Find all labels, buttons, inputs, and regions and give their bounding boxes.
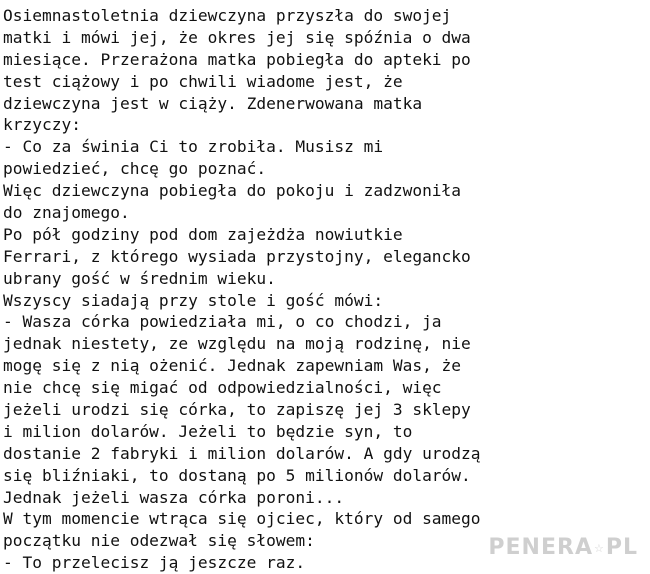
text-line-17: mogę się z nią ożenić. Jednak zapewniam Was, że — [3, 356, 462, 376]
text-line-26: - To przelecisz ją jeszcze raz. — [3, 553, 306, 573]
text-line-5: dziewczyna jest w ciąży. Zdenerwowana matka — [3, 93, 423, 113]
text-line-1: Osiemnastoletnia dziewczyna przyszła do swojej — [3, 6, 452, 25]
text-line-10: do znajomego. — [3, 203, 130, 223]
text-line-4: test ciążowy i po chwili wiadome jest, że — [3, 71, 403, 91]
text-line-9: Więc dziewczyna pobiegła do pokoju i zadzwoniła — [3, 181, 462, 201]
text-line-12: Ferrari, z którego wysiada przystojny, elegancko — [3, 246, 471, 266]
text-line-7: - Co za świnia Ci to zrobiła. Musisz mi — [3, 137, 384, 157]
text-line-11: Po pół godziny pod dom zajeżdża nowiutkie — [3, 224, 403, 244]
text-line-22: się bliźniaki, to dostaną po 5 milionów dolarów. — [3, 465, 471, 485]
joke-text — [3, 5, 647, 574]
text-line-24: W tym momencie wtrąca się ojciec, który od samego — [3, 509, 481, 529]
star-icon: ☆ — [593, 542, 605, 555]
text-line-23: Jednak jeżeli wasza córka poroni... — [3, 487, 345, 507]
text-line-20: i milion dolarów. Jeżeli to będzie syn, to — [3, 421, 413, 441]
text-line-15: - Wasza córka powiedziała mi, o co chodzi, ja — [3, 312, 442, 332]
text-line-25: początku nie odezwał się słowem: — [3, 531, 315, 551]
text-line-6: krzyczy: — [3, 115, 81, 135]
text-line-21: dostanie 2 fabryki i milion dolarów. A gdy urodzą — [3, 443, 481, 463]
text-line-3: miesiące. Przerażona matka pobiegła do apteki po — [3, 49, 471, 69]
text-line-16: jednak niestety, ze względu na moją rodzinę, nie — [3, 334, 471, 354]
text-line-19: jeżeli urodzi się córka, to zapiszę jej 3 sklepy — [3, 400, 471, 420]
text-line-8: powiedzieć, chcę go poznać. — [3, 159, 267, 179]
site-watermark — [488, 535, 638, 560]
text-line-14: Wszyscy siadają przy stole i gość mówi: — [3, 290, 384, 310]
watermark-tld: PL — [605, 535, 638, 560]
watermark-name: PENERA — [488, 535, 593, 560]
text-line-18: nie chcę się migać od odpowiedzialności, więc — [3, 378, 442, 398]
text-line-2: matki i mówi jej, że okres jej się spóźnia o dwa — [3, 27, 471, 47]
text-line-13: ubrany gość w średnim wieku. — [3, 268, 276, 288]
